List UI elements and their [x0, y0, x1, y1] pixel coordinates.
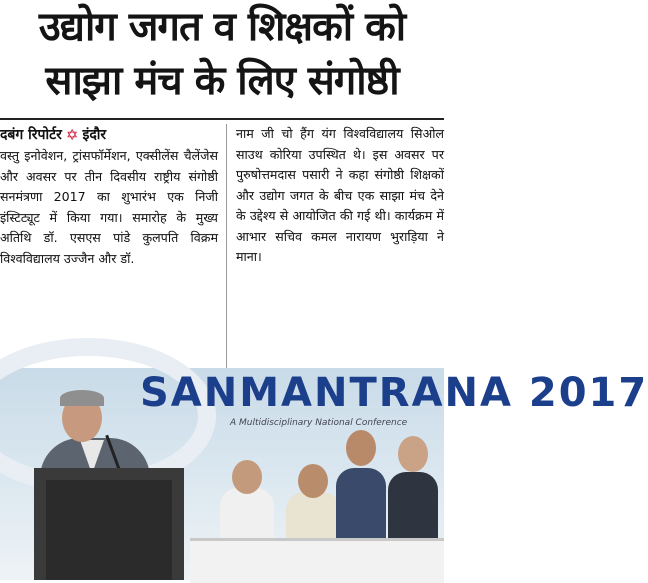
column-divider — [226, 124, 227, 368]
speaker-hair — [60, 390, 104, 406]
article-text-right: नाम जी चो हैंग यंग विश्वविद्यालय सिओल साउथ कोरिया उपस्थित थे। इस अवसर पर पुरुषोत्तमदास पसारी ने कहा संगोष्ठी शिक्षकों और उद्योग जगत के बीच एक साझा मंच देने के उद्देश्य से आयोजित की गई थी। कार्यक्रम में आभार सचिव कमल नारायण भुराड़िया ने माना। — [236, 126, 444, 264]
article-column-right — [236, 124, 444, 268]
guest-figure — [388, 472, 438, 548]
dais-table — [190, 538, 444, 583]
article-column-left — [0, 124, 218, 269]
guest-head — [298, 464, 328, 498]
banner-title: SANMANTRANA 2017 — [140, 370, 648, 416]
guest-head — [232, 460, 262, 494]
guest-figure — [336, 468, 386, 548]
star-of-david-icon: ✡ — [65, 125, 79, 144]
guest-head — [346, 430, 376, 466]
headline — [0, 0, 444, 116]
guest-head — [398, 436, 428, 472]
article-text-left: वस्तु इनोवेशन, ट्रांसफॉर्मेशन, एक्सीलेंस चैलेंजेस और अवसर पर तीन दिवसीय राष्ट्रीय संगोष्ठी सनमंत्रणा 2017 का शुभारंभ एक निजी इंस्टिट्यूट में किया गया। समारोह के मुख्य अतिथि डॉ. एसएस पांडे कुलपति विक्रम विश्वविद्यालय उज्जैन और डॉ. — [0, 148, 218, 266]
headline-line-2: साझा मंच के लिए संगोष्ठी — [45, 58, 399, 104]
headline-rule — [0, 118, 444, 120]
banner-subtitle: A Multidisciplinary National Conference — [230, 418, 408, 428]
byline-reporter: दबंग रिपोर्टर — [0, 126, 62, 143]
headline-line-1: उद्योग जगत व शिक्षकों को — [38, 4, 406, 50]
byline — [0, 124, 218, 146]
byline-city: इंदौर — [82, 126, 107, 143]
event-photo — [0, 368, 648, 580]
podium-front — [46, 480, 172, 580]
